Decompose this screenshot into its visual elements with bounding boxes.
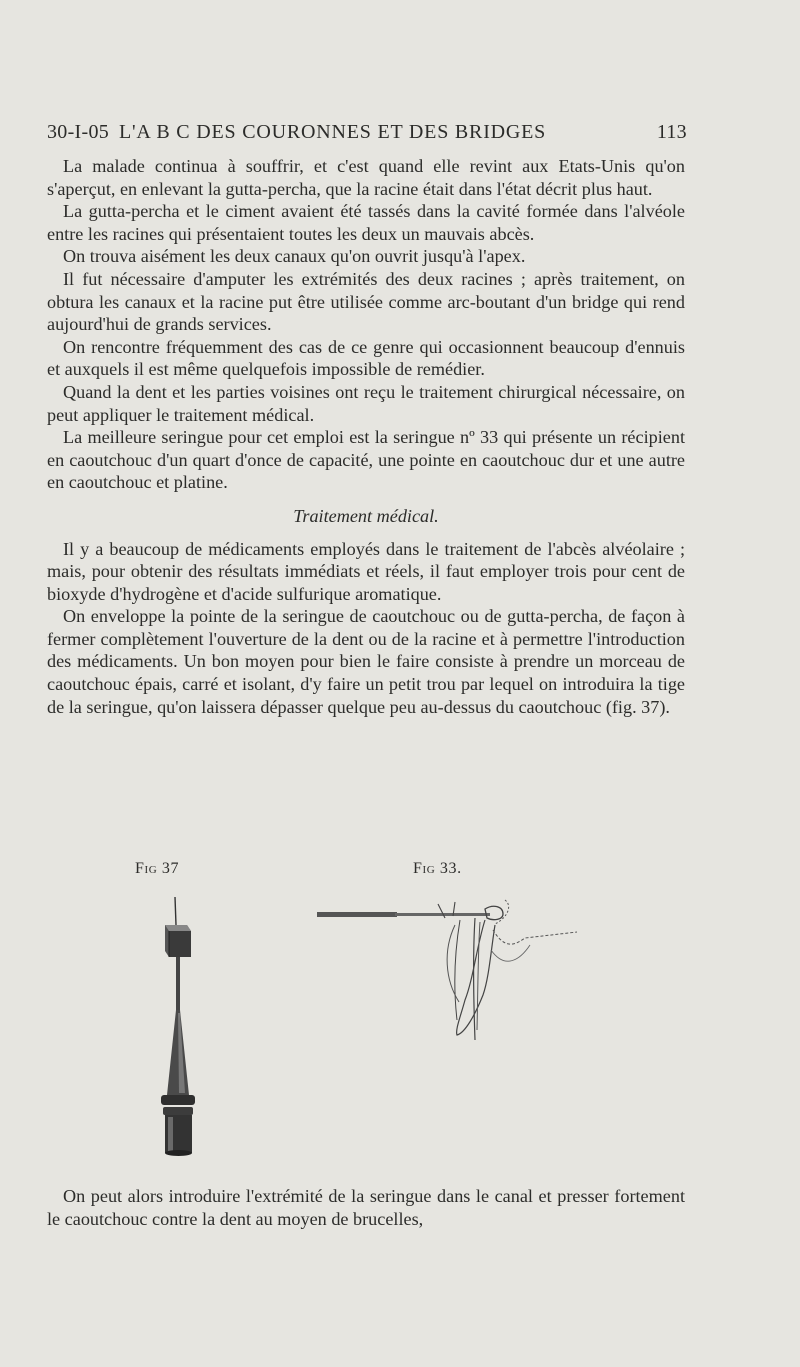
paragraph: On trouva aisément les deux canaux qu'on ouvrit jusqu'à l'apex. [63,246,526,267]
figure-38-caption: Fig 33. [413,860,462,877]
paragraph: Il y a beaucoup de médicaments employés dans le traitement de l'abcès alvéolaire ; mais, pour obtenir des résultats immédiats et réels, il faut employer trois pour cent de bioxyde d'hydrogène et d'acide sulfurique aromatique. [47,538,685,604]
header-date: 30-I-05 [47,121,110,143]
bottom-text [47,1185,685,1230]
section-subheading: Traitement médical. [293,505,439,526]
paragraph: On rencontre fréquemment des cas de ce genre qui occasionnent beaucoup d'ennuis et auxquels il est même quelquefois impossible de remédier. [47,336,685,380]
paragraph: Quand la dent et les parties voisines ont reçu le traitement chirurgical nécessaire, on peut appliquer le traitement médical. [47,381,685,425]
paragraph: La meilleure seringue pour cet emploi est la seringue nº 33 qui présente un récipient en caoutchouc d'un quart d'once de capacité, une pointe en caoutchouc dur et une autre en caoutchouc et platine. [47,427,685,493]
paragraph: La gutta-percha et le ciment avaient été tassés dans la cavité formée dans l'alvéole entre les racines qui présentaient toutes les deux un mauvais abcès. [47,201,685,244]
paragraph: La malade continua à souffrir, et c'est quand elle revint aux Etats-Unis qu'on s'aperçut, en enlevant la gutta-percha, que la racine était dans l'état décrit plus haut. [47,156,685,199]
figure-38-syringe-illustration [315,890,590,1045]
main-text [47,155,685,718]
figure-37-caption: Fig 37 [135,860,180,877]
paragraph: On enveloppe la pointe de la seringue de caoutchouc ou de gutta-percha, de façon à fermer complètement l'ouverture de la dent ou de la racine et à permettre l'introduction des médicaments. Un bon moyen pour bien le faire consiste à prendre un morceau de caoutchouc épais, carré et isolant, d'y faire un petit trou par lequel on introduira la tige de la seringue, qu'on laissera dépasser quelque peu au-dessus du caoutchouc (fig. 37). [47,606,685,717]
running-header [47,121,687,147]
header-title: L'A B C DES COURONNES ET DES BRIDGES [119,121,547,143]
paragraph: Il fut nécessaire d'amputer les extrémités des deux racines ; après traitement, on obtura les canaux et la racine put être utilisée comme arc-boutant d'un bridge qui rend aujourd'hui de grands services. [47,268,685,335]
paragraph: On peut alors introduire l'extrémité de la seringue dans le canal et presser fortement le caoutchouc contre la dent au moyen de brucelles, [47,1186,685,1229]
figure-37-syringe-illustration [145,895,215,1160]
page-number: 113 [656,121,687,143]
